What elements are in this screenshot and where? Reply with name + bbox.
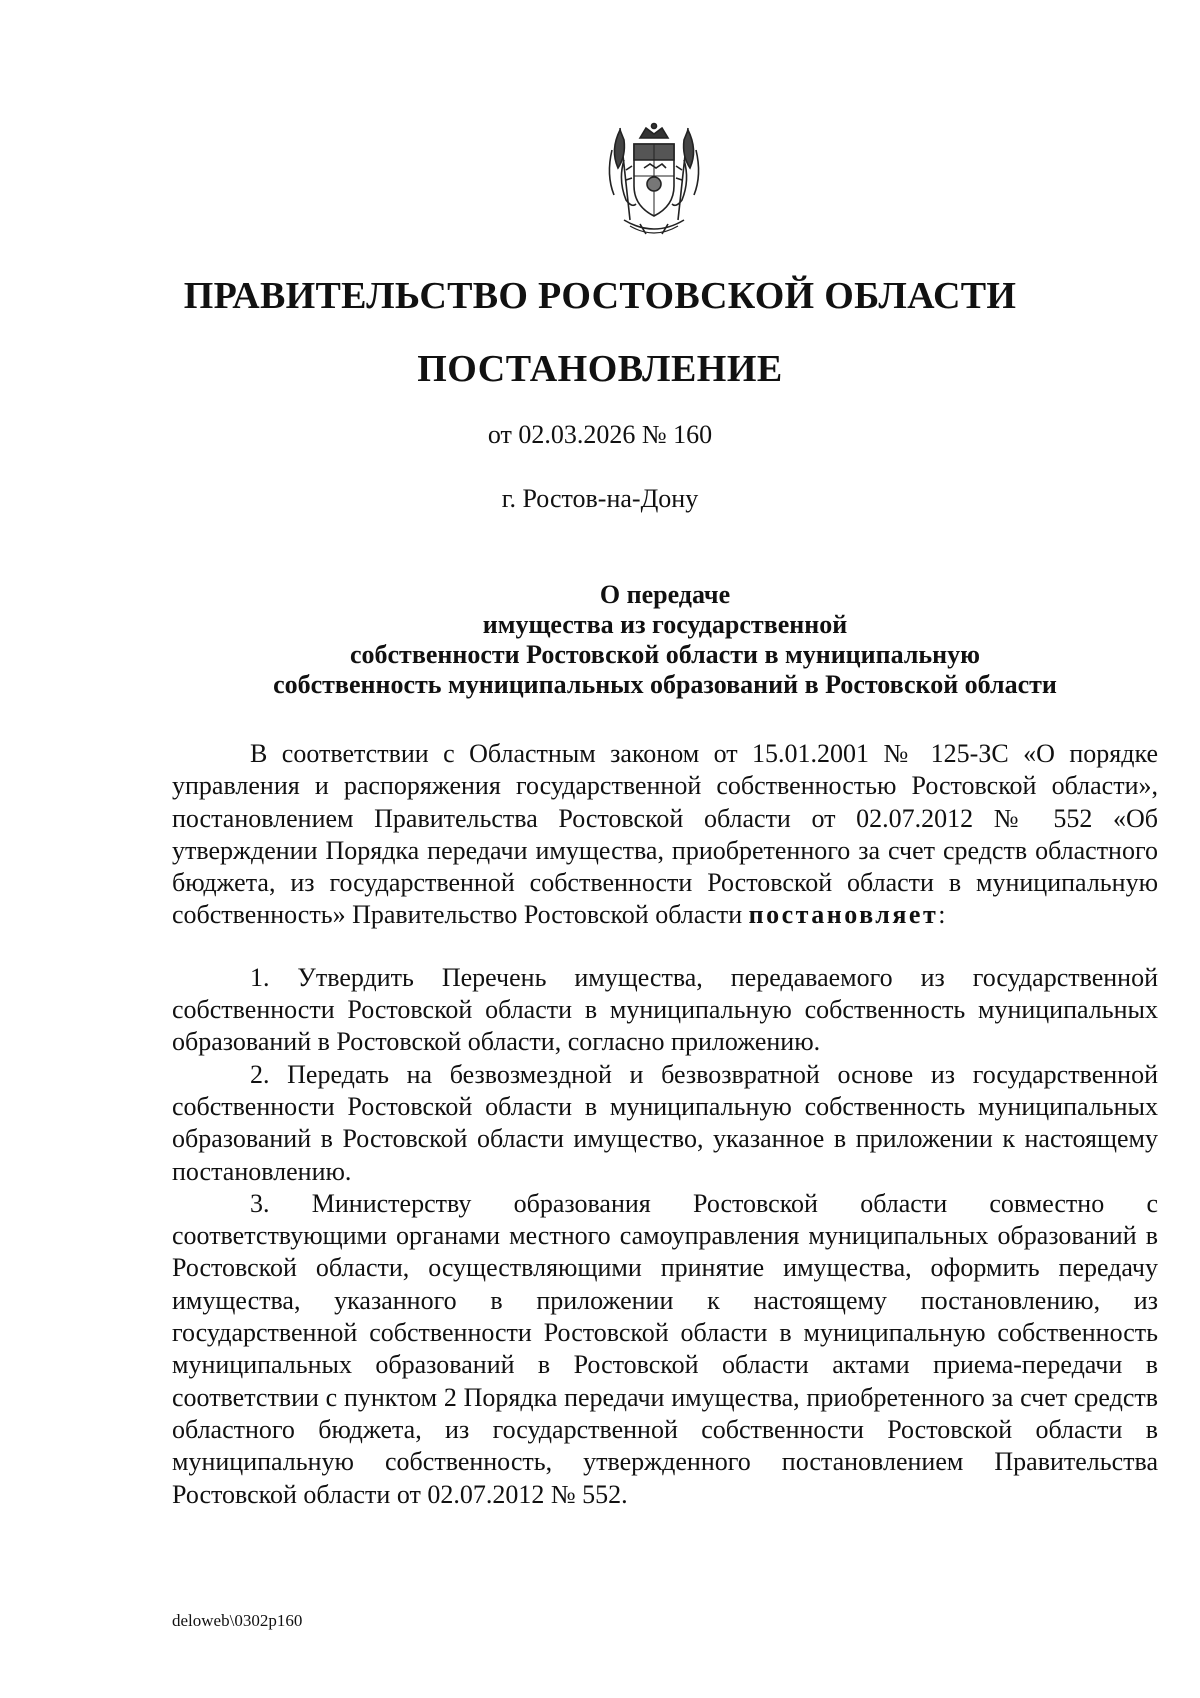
paragraph-spacer xyxy=(172,932,1158,962)
document-body xyxy=(172,738,1158,1511)
preamble-colon: : xyxy=(938,900,946,930)
organization-name: ПРАВИТЕЛЬСТВО РОСТОВСКОЙ ОБЛАСТИ xyxy=(183,275,1017,317)
preamble-paragraph xyxy=(172,738,1158,932)
document-type: ПОСТАНОВЛЕНИЕ xyxy=(417,348,783,390)
coat-of-arms-icon xyxy=(600,120,708,242)
title-line: имущества из государственной xyxy=(482,610,848,639)
title-line: собственность муниципальных образований в Ростовской области xyxy=(273,670,1057,699)
document-city: г. Ростов-на-Дону xyxy=(501,484,699,513)
resolution-item-1: 1. Утвердить Перечень имущества, передаваемого из государственной собственности Ростовской области в муниципальную собственность муниципальных образований в Ростовской области, согласно приложению. xyxy=(172,962,1158,1057)
document-title xyxy=(172,580,1158,700)
title-line: О передаче xyxy=(599,580,731,609)
file-reference: deloweb\0302p160 xyxy=(172,1611,303,1630)
resolves-keyword: постановляет xyxy=(748,900,939,930)
resolution-item-2: 2. Передать на безвозмездной и безвозвратной основе из государственной собственности Ростовской области в муниципальную собственность муниципальных образований в Ростовской области имущество, указанное в приложении к настоящему постановлению. xyxy=(172,1059,1158,1186)
title-line: собственности Ростовской области в муниципальную xyxy=(349,640,981,669)
document-date-number: от 02.03.2026 № 160 xyxy=(487,420,713,449)
preamble-text: В соответствии с Областным законом от 15.01.2001 № 125-ЗС «О порядке управления и распоряжения государственной собственностью Ростовской области», постановлением Правительства Ростовской области от 02.07.2012 № 552 «Об утверждении Порядка передачи имущества, приобретенного за счет средств областного бюджета, из государственной собственности Ростовской области в муниципальную собственность» Правительство Ростовской области xyxy=(172,739,1158,930)
resolution-item-3: 3. Министерству образования Ростовской области совместно с соответствующими органами местного самоуправления муниципальных образований в Ростовской области, осуществляющими принятие имущества, оформить передачу имущества, указанного в приложении к настоящему постановлению, из государственной собственности Ростовской области в муниципальную собственность муниципальных образований в Ростовской области актами приема-передачи в соответствии с пунктом 2 Порядка передачи имущества, приобретенного за счет средств областного бюджета, из государственной собственности Ростовской области в муниципальную собственность, утвержденного постановлением Правительства Ростовской области от 02.07.2012 № 552. xyxy=(172,1188,1158,1509)
